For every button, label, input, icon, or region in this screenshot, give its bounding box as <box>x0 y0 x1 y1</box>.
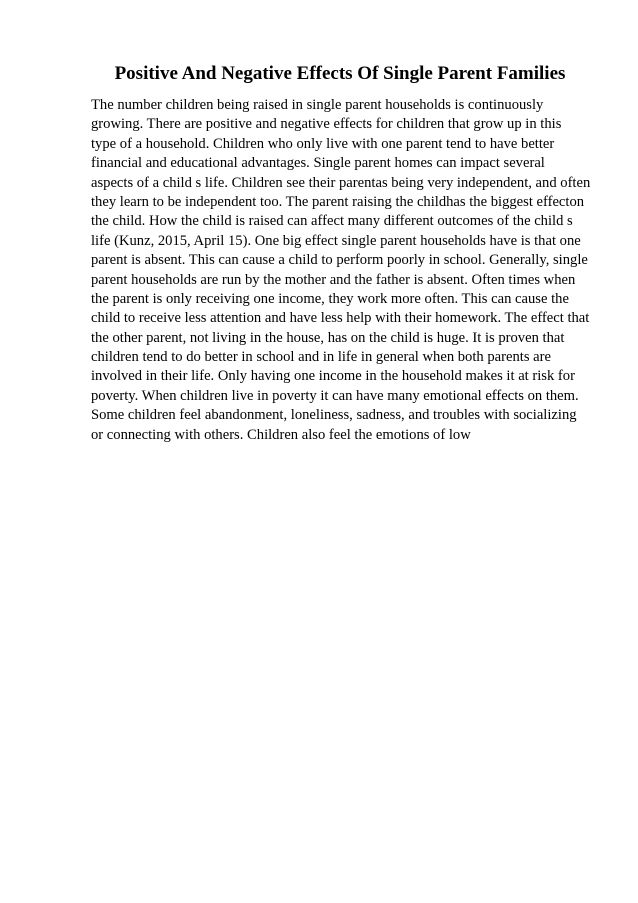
body-line: growing. There are positive and negative effects for children that grow up in this <box>91 116 562 133</box>
body-line: children tend to do better in school and in life in general when both parents are <box>91 349 551 366</box>
body-line: the other parent, not living in the house, has on the child is huge. It is proven that <box>91 329 565 346</box>
body-line: aspects of a child s life. Children see their parentas being very independent, and often <box>91 174 591 191</box>
body-line: type of a household. Children who only live with one parent tend to have better <box>91 135 555 152</box>
body-line: child to receive less attention and have less help with their homework. The effect that <box>91 310 590 327</box>
document-body <box>91 96 591 445</box>
body-line: financial and educational advantages. Single parent homes can impact several <box>91 155 545 172</box>
body-line: involved in their life. Only having one income in the household makes it at risk for <box>91 368 575 385</box>
body-line: parent is absent. This can cause a child to perform poorly in school. Generally, single <box>91 252 588 269</box>
body-line: the child. How the child is raised can affect many different outcomes of the child s <box>91 213 573 230</box>
body-line: parent households are run by the mother and the father is absent. Often times when <box>91 271 576 288</box>
body-line: the parent is only receiving one income, they work more often. This can cause the <box>91 290 569 307</box>
body-line: or connecting with others. Children also feel the emotions of low <box>91 426 471 443</box>
body-line: Some children feel abandonment, loneliness, sadness, and troubles with socializing <box>91 407 577 424</box>
body-line: poverty. When children live in poverty it can have many emotional effects on them. <box>91 387 579 404</box>
body-line: life (Kunz, 2015, April 15). One big effect single parent households have is that one <box>91 232 581 249</box>
body-line: they learn to be independent too. The parent raising the childhas the biggest effecton <box>91 193 585 210</box>
document-title: Positive And Negative Effects Of Single Parent Families <box>114 63 566 84</box>
body-line: The number children being raised in single parent households is continuously <box>91 97 544 113</box>
